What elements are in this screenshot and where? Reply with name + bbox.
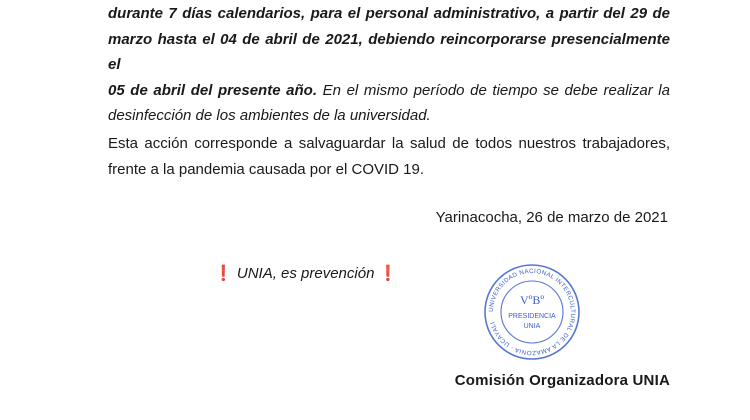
official-seal <box>482 262 582 362</box>
signature-line: Comisión Organizadora UNIA <box>454 372 670 389</box>
paragraph-line: frente a la pandemia causada por el COVID 19. <box>108 160 425 178</box>
seal-inner-ring <box>501 281 563 343</box>
paragraph-line-rest: En el mismo período de tiempo se debe realizar la <box>316 81 670 99</box>
paragraph-closure-notice <box>108 1 670 129</box>
exclamation-icon: ❗ <box>378 265 398 282</box>
exclamation-icon: ❗ <box>214 265 233 282</box>
paragraph-line <box>108 78 670 104</box>
date-line: Yarinacocha, 26 de marzo de 2021 <box>435 209 668 226</box>
paragraph-purpose <box>108 131 670 182</box>
seal-center-bottom: UNIA <box>523 323 541 330</box>
seal-outer-ring <box>485 265 579 359</box>
paragraph-line: Esta acción corresponde a salvaguardar la salud de todos nuestros trabajadores, <box>108 135 670 152</box>
paragraph-line: durante 7 días calendarios, para el personal administrativo, a partir del 29 de <box>108 5 670 22</box>
paragraph-line: desinfección de los ambientes de la universidad. <box>108 107 431 124</box>
paragraph-line: marzo hasta el 04 de abril de 2021, debiendo reincorporarse presencialmente el <box>108 30 670 73</box>
slogan <box>214 264 397 282</box>
paragraph-line-bold-part: 05 de abril del presente año. <box>108 81 317 99</box>
seal-ring-text: UNIVERSIDAD NACIONAL INTERCULTURAL DE LA AMAZONIA · UCAYALI <box>487 267 577 357</box>
seal-center-top: VºBº <box>519 293 545 307</box>
seal-center-mid: PRESIDENCIA <box>508 313 556 320</box>
slogan-text: UNIA, es prevención <box>232 265 379 282</box>
